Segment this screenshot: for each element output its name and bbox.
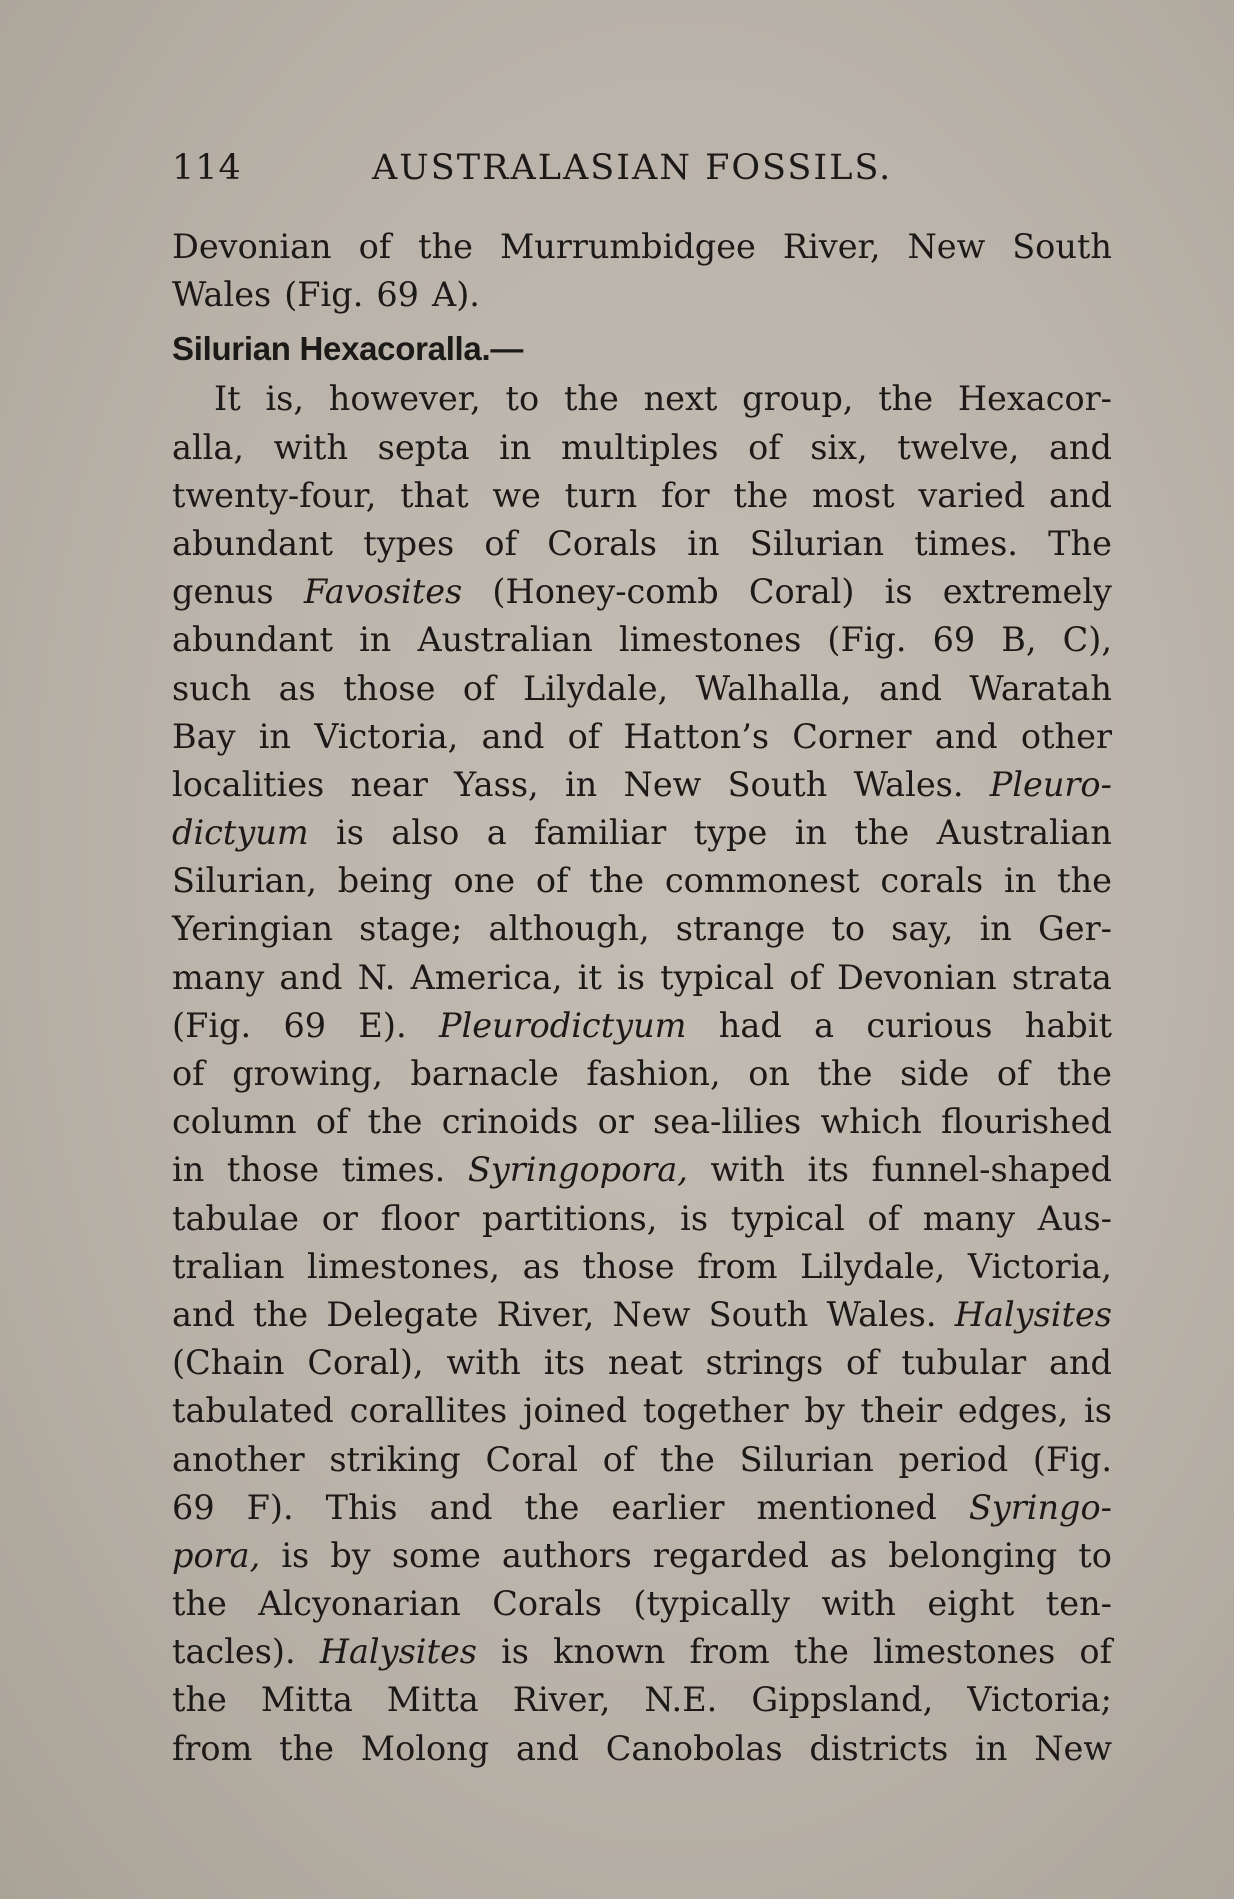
page-header xyxy=(172,148,1112,200)
running-title: AUSTRALASIAN FOSSILS. xyxy=(372,148,893,188)
word: regarded xyxy=(652,1535,809,1575)
word: the xyxy=(854,813,910,853)
word: most xyxy=(811,475,895,515)
word: tacles). xyxy=(172,1632,296,1672)
word: strata xyxy=(1011,957,1112,997)
word: America, xyxy=(410,957,563,997)
word: other xyxy=(1020,716,1112,756)
word: it xyxy=(577,957,602,997)
word: N.E. xyxy=(644,1680,718,1720)
word: of xyxy=(996,1054,1030,1093)
word: of xyxy=(602,1439,636,1479)
word: the xyxy=(172,1584,227,1624)
italic-word: Syringopora, xyxy=(467,1150,688,1190)
word: strings xyxy=(705,1343,824,1383)
word: edges, xyxy=(957,1391,1069,1431)
word: the xyxy=(659,1439,715,1479)
word: Hexacor- xyxy=(957,379,1112,419)
word: Yeringian xyxy=(172,909,334,949)
word: the xyxy=(589,861,645,901)
word: abundant xyxy=(172,620,334,660)
word: Silurian, xyxy=(172,861,317,901)
text-line xyxy=(172,1484,1112,1532)
word: twelve, xyxy=(897,427,1020,467)
word: of xyxy=(484,523,517,563)
word: Wales xyxy=(172,275,272,315)
word: funnel-shaped xyxy=(871,1150,1112,1190)
text-line xyxy=(172,1580,1112,1628)
word: sea-lilies xyxy=(653,1102,802,1142)
word: River, xyxy=(496,1294,595,1334)
italic-word: Pleurodictyum xyxy=(438,1005,687,1045)
word: A). xyxy=(432,275,480,315)
text-line xyxy=(172,424,1112,472)
intro-paragraph xyxy=(172,223,1112,319)
text-line xyxy=(172,1195,1112,1243)
text-line xyxy=(172,1628,1112,1676)
word: to xyxy=(831,909,866,949)
text-line xyxy=(172,1002,1112,1050)
text-line xyxy=(172,809,1112,857)
word: as xyxy=(278,668,316,708)
word: from xyxy=(697,1246,778,1286)
word: many xyxy=(172,957,265,997)
word: of xyxy=(846,1343,879,1383)
word: as xyxy=(522,1246,560,1286)
word: 69 xyxy=(172,1487,215,1527)
word: of xyxy=(1079,1632,1112,1672)
word: with xyxy=(446,1343,521,1383)
word: Yass, xyxy=(454,764,539,804)
word: to xyxy=(1078,1535,1112,1575)
word: flourished xyxy=(941,1102,1112,1142)
word: column xyxy=(172,1102,297,1142)
word: and xyxy=(515,1728,579,1768)
word: as xyxy=(830,1535,868,1575)
word: however, xyxy=(328,379,481,419)
word: another xyxy=(172,1439,305,1479)
word: of xyxy=(358,227,392,266)
word: the xyxy=(367,1102,423,1142)
word: authors xyxy=(501,1535,632,1575)
word: the xyxy=(793,1632,849,1672)
word: of xyxy=(748,427,781,467)
word: many xyxy=(922,1198,1015,1238)
word: Corals xyxy=(547,523,657,563)
word: had xyxy=(718,1005,782,1045)
word: Canobolas xyxy=(605,1728,783,1768)
word: Victoria, xyxy=(967,1246,1112,1286)
word: of xyxy=(172,1054,205,1093)
word: Gippsland, xyxy=(751,1680,934,1720)
word: the xyxy=(878,379,934,419)
word: Wales. xyxy=(853,764,964,804)
word: by xyxy=(804,1391,845,1431)
word: side xyxy=(900,1054,970,1093)
word: from xyxy=(689,1632,770,1672)
text-line xyxy=(172,271,1112,319)
word: in xyxy=(172,1150,205,1190)
word: E). xyxy=(358,1005,407,1045)
text-line xyxy=(172,1146,1112,1194)
italic-word: Syringo- xyxy=(968,1487,1112,1527)
word: New xyxy=(907,227,986,266)
word: Australian xyxy=(936,813,1112,853)
word: with xyxy=(273,427,349,467)
word: 69 xyxy=(283,1005,327,1045)
word: crinoids xyxy=(441,1102,579,1142)
word: the xyxy=(733,475,789,515)
word: eight xyxy=(927,1584,1015,1624)
word: in xyxy=(359,620,392,660)
word: with xyxy=(710,1150,785,1190)
word: tabulated xyxy=(172,1391,334,1431)
word: the xyxy=(817,1054,873,1093)
word: typical xyxy=(660,957,775,997)
text-line xyxy=(172,1387,1112,1435)
word: times. xyxy=(914,523,1018,563)
text-line xyxy=(172,954,1112,1002)
word: Victoria; xyxy=(967,1680,1112,1720)
italic-word: Halysites xyxy=(319,1632,477,1672)
word: habit xyxy=(1024,1005,1112,1045)
word: (Fig. xyxy=(284,275,364,315)
word: their xyxy=(860,1391,943,1431)
word: from xyxy=(172,1728,253,1768)
text-line xyxy=(172,1291,1112,1339)
word: Coral) xyxy=(748,572,855,612)
word: ten- xyxy=(1045,1584,1112,1624)
word: Ger- xyxy=(1037,909,1112,949)
word: Aus- xyxy=(1037,1198,1112,1238)
word: Australian xyxy=(417,620,593,660)
word: Silurian xyxy=(749,523,885,563)
word: and xyxy=(1048,427,1112,467)
word: tralian xyxy=(172,1246,285,1286)
word: of xyxy=(789,957,822,997)
word: Devonian xyxy=(172,227,332,266)
word: The xyxy=(1048,523,1112,563)
word: F). xyxy=(246,1487,294,1527)
word: together xyxy=(642,1391,789,1431)
word: joined xyxy=(522,1391,628,1431)
word: Devonian xyxy=(837,957,997,997)
text-line xyxy=(172,1725,1112,1773)
word: varied xyxy=(918,475,1026,515)
word: Walhalla, xyxy=(695,668,852,708)
word: B, xyxy=(1001,620,1037,660)
word: to xyxy=(505,379,540,419)
word: Lilydale, xyxy=(800,1246,946,1286)
book-page xyxy=(172,148,1112,1773)
word: is xyxy=(680,1198,709,1238)
word: belonging xyxy=(888,1535,1058,1575)
word: Corner xyxy=(792,716,912,756)
word: and xyxy=(1049,1343,1112,1383)
word: tubular xyxy=(901,1343,1027,1383)
word: the xyxy=(1057,1054,1112,1093)
word: abundant xyxy=(172,523,334,563)
section-heading: Silurian Hexacoralla.— xyxy=(172,330,524,368)
word: those xyxy=(582,1246,675,1286)
word: its xyxy=(807,1150,849,1190)
word: group, xyxy=(742,379,854,419)
text-line xyxy=(172,1050,1112,1098)
word: period xyxy=(898,1439,1009,1479)
italic-word: dictyum xyxy=(172,813,309,853)
word: fashion, xyxy=(586,1054,721,1093)
word: (Honey-comb xyxy=(492,572,719,612)
word: twenty-four, xyxy=(172,475,377,515)
word: South xyxy=(727,764,828,804)
word: in xyxy=(258,716,292,756)
word: the xyxy=(524,1487,580,1527)
word: Mitta xyxy=(386,1680,479,1720)
word: (Fig. xyxy=(172,1005,252,1045)
word: next xyxy=(643,379,718,419)
word: limestones xyxy=(872,1632,1056,1672)
word: although, xyxy=(488,909,650,949)
word: being xyxy=(337,861,433,901)
text-line xyxy=(172,1243,1112,1291)
word: (typically xyxy=(633,1584,791,1624)
word: by xyxy=(330,1535,371,1575)
word: Lilydale, xyxy=(522,668,669,708)
word: Bay xyxy=(172,716,236,756)
text-line xyxy=(172,1339,1112,1387)
word: familiar xyxy=(534,813,667,853)
word: multiples xyxy=(561,427,719,467)
word: genus xyxy=(172,572,274,612)
word: known xyxy=(553,1632,666,1672)
word: Molong xyxy=(360,1728,490,1768)
page-number: 114 xyxy=(172,148,242,188)
word: for xyxy=(661,475,710,515)
word: the xyxy=(253,1294,309,1334)
text-line xyxy=(172,905,1112,953)
word: say, xyxy=(891,909,954,949)
word: in xyxy=(975,1728,1008,1768)
word: Victoria, xyxy=(314,716,459,756)
word: Coral xyxy=(485,1439,578,1479)
word: and xyxy=(878,668,942,708)
word: of xyxy=(867,1198,901,1238)
text-line xyxy=(172,568,1112,616)
word: or xyxy=(321,1198,358,1238)
text-line xyxy=(172,665,1112,713)
word: those xyxy=(343,668,436,708)
word: a xyxy=(486,813,507,853)
word: or xyxy=(597,1102,634,1142)
word: neat xyxy=(607,1343,683,1383)
word: Silurian xyxy=(739,1439,874,1479)
word: six, xyxy=(810,427,868,467)
text-line xyxy=(172,1436,1112,1484)
word: Delegate xyxy=(326,1294,479,1334)
word: earlier xyxy=(611,1487,725,1527)
word: such xyxy=(172,668,252,708)
word: is xyxy=(336,813,364,853)
italic-word: Halysites xyxy=(954,1294,1112,1334)
word: with xyxy=(821,1584,896,1624)
text-line xyxy=(172,520,1112,568)
text-line xyxy=(172,1532,1112,1580)
word: partitions, xyxy=(482,1198,658,1238)
text-line xyxy=(172,857,1112,905)
text-line xyxy=(172,1098,1112,1146)
word: South xyxy=(708,1294,809,1334)
word: curious xyxy=(866,1005,993,1045)
word: in xyxy=(499,427,532,467)
word: in xyxy=(794,813,827,853)
word: Mitta xyxy=(260,1680,353,1720)
word: which xyxy=(820,1102,922,1142)
word: is xyxy=(1084,1391,1112,1431)
word: type xyxy=(693,813,768,853)
word: (Fig. xyxy=(827,620,907,660)
word: the xyxy=(563,379,619,419)
word: 69 xyxy=(932,620,976,660)
word: (Fig. xyxy=(1032,1439,1112,1479)
word: some xyxy=(391,1535,481,1575)
italic-word: Pleuro- xyxy=(989,764,1112,804)
word: N. xyxy=(357,957,396,997)
word: floor xyxy=(380,1198,460,1238)
text-line xyxy=(172,713,1112,761)
word: is xyxy=(501,1632,529,1672)
word: is, xyxy=(265,379,305,419)
word: typical xyxy=(730,1198,845,1238)
word: turn xyxy=(564,475,638,515)
word: strange xyxy=(675,909,806,949)
italic-word: Favosites xyxy=(303,572,463,612)
word: stage; xyxy=(359,909,463,949)
word: and xyxy=(172,1294,235,1334)
word: and xyxy=(481,716,545,756)
word: districts xyxy=(809,1728,949,1768)
word: River, xyxy=(782,227,881,266)
word: is xyxy=(617,957,645,997)
word: types xyxy=(363,523,455,563)
word: and xyxy=(429,1487,493,1527)
text-line xyxy=(172,472,1112,520)
word: and xyxy=(1048,475,1112,515)
word: near xyxy=(350,764,428,804)
italic-word: pora, xyxy=(172,1535,261,1575)
word: New xyxy=(1034,1728,1112,1768)
word: the xyxy=(279,1728,335,1768)
word: corallites xyxy=(349,1391,508,1431)
word: is xyxy=(884,572,913,612)
word: its xyxy=(543,1343,586,1383)
word: Waratah xyxy=(969,668,1112,708)
word: Hatton’s xyxy=(623,716,770,756)
word: growing, xyxy=(232,1054,383,1093)
word: the xyxy=(172,1680,227,1720)
word: limestones xyxy=(618,620,802,660)
word: barnacle xyxy=(410,1054,559,1093)
word: Corals xyxy=(492,1584,602,1624)
word: Wales. xyxy=(826,1294,937,1334)
word: 69 xyxy=(376,275,419,315)
word: localities xyxy=(172,764,325,804)
word: times. xyxy=(341,1150,446,1190)
word: Coral), xyxy=(307,1343,424,1383)
text-line xyxy=(172,223,1112,271)
word: mentioned xyxy=(756,1487,937,1527)
word: extremely xyxy=(942,572,1112,612)
word: corals xyxy=(880,861,984,901)
word: limestones, xyxy=(307,1246,501,1286)
word: commonest xyxy=(664,861,860,901)
word: also xyxy=(391,813,460,853)
word: alla, xyxy=(172,427,245,467)
word: of xyxy=(535,861,569,901)
word: on xyxy=(748,1054,790,1093)
word: in xyxy=(1004,861,1037,901)
word: those xyxy=(226,1150,320,1190)
text-line xyxy=(172,1676,1112,1724)
word: we xyxy=(492,475,541,515)
word: and xyxy=(279,957,343,997)
word: in xyxy=(979,909,1012,949)
word: South xyxy=(1012,227,1112,266)
word: New xyxy=(623,764,702,804)
word: in xyxy=(564,764,598,804)
body-paragraph xyxy=(172,375,1112,1772)
word: C), xyxy=(1062,620,1112,660)
word: is xyxy=(281,1535,310,1575)
word: New xyxy=(612,1294,691,1334)
word: of xyxy=(462,668,496,708)
word: in xyxy=(687,523,720,563)
word: Murrumbidgee xyxy=(499,227,756,266)
word: a xyxy=(814,1005,835,1045)
text-line xyxy=(172,761,1112,809)
word: of xyxy=(567,716,601,756)
word: It xyxy=(214,379,241,419)
word: This xyxy=(325,1487,398,1527)
word: one xyxy=(453,861,516,901)
word: of xyxy=(315,1102,349,1142)
text-line xyxy=(172,375,1112,423)
word: tabulae xyxy=(172,1198,299,1238)
word: that xyxy=(400,475,469,515)
word: and xyxy=(934,716,998,756)
text-line xyxy=(172,616,1112,664)
word: Alcyonarian xyxy=(258,1584,461,1624)
word: the xyxy=(1057,861,1112,901)
word: (Chain xyxy=(172,1343,285,1383)
word: striking xyxy=(329,1439,461,1479)
word: septa xyxy=(377,427,470,467)
word: the xyxy=(418,227,473,266)
word: River, xyxy=(512,1680,611,1720)
